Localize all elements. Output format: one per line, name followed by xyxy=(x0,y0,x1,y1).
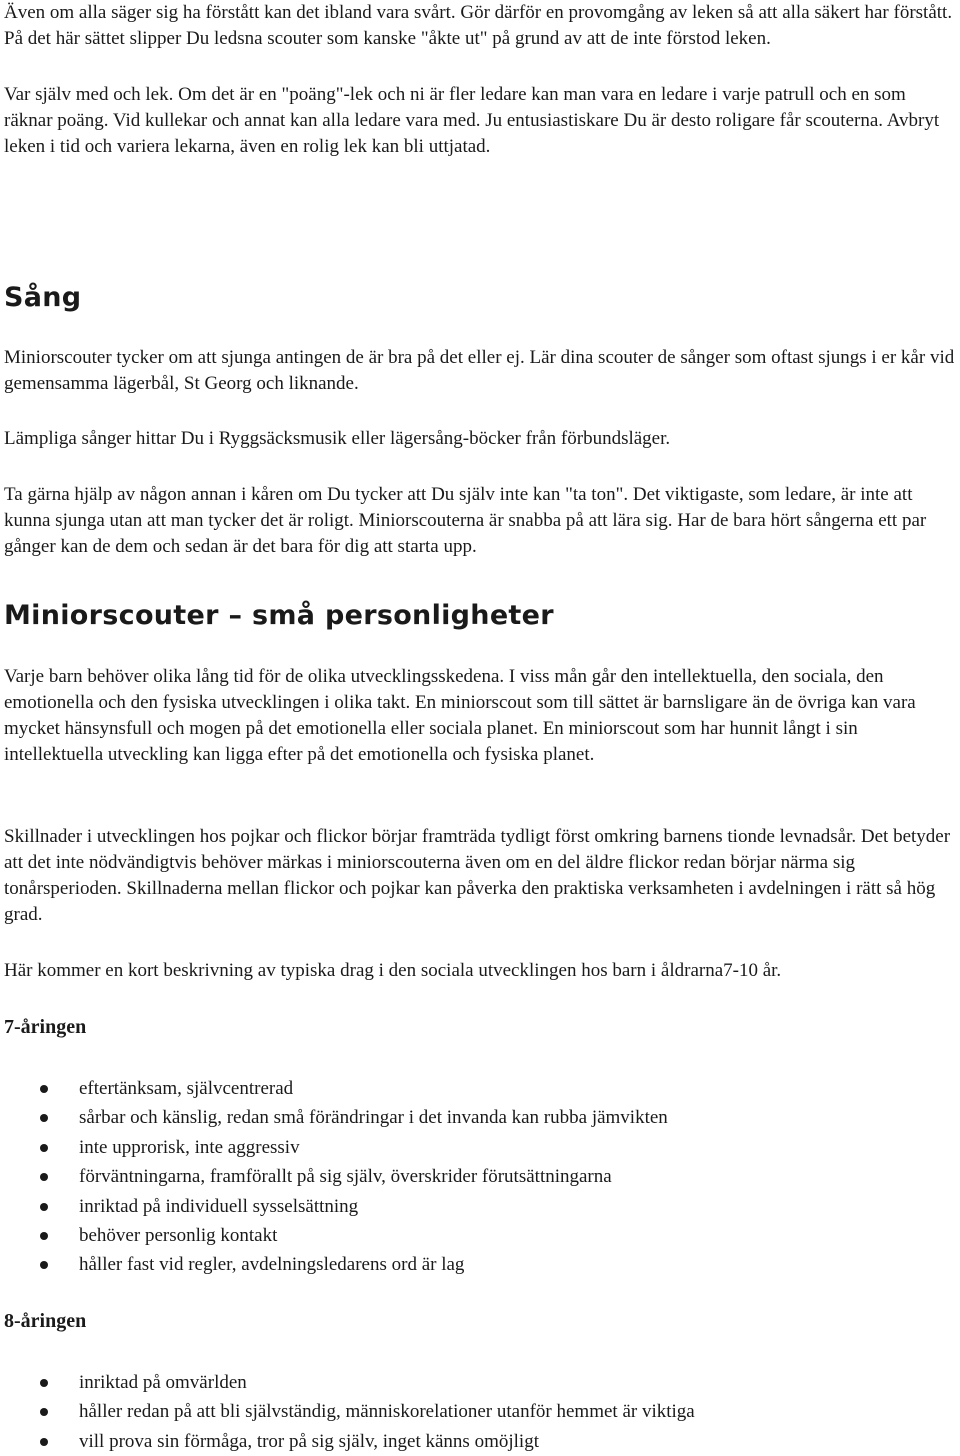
bullet-icon xyxy=(40,1438,48,1446)
list-item xyxy=(4,1192,956,1221)
bullet-icon xyxy=(40,1408,48,1416)
list-item xyxy=(4,1397,956,1426)
intro-paragraph-2: Var själv med och lek. Om det är en "poäng"-lek och ni är fler ledare kan man vara en ledare i varje patrull och en som räknar poäng. Vid kullekar och annat kan alla ledare vara med. Ju entusiastiskare Du är desto roligare får scouterna. Avbryt leken i tid och variera lekarna, även en rolig lek kan bli uttjatad. xyxy=(4,84,940,157)
sang-paragraph-1: Miniorscouter tycker om att sjunga antingen de är bra på det eller ej. Lär dina scouter de sånger som oftast sjungs i er kår vid gemensamma lägerbål, St Georg och liknande. xyxy=(4,347,955,394)
mini-paragraph-2: Skillnader i utvecklingen hos pojkar och flickor börjar framträda tydligt först omkring barnens tionde levnadsår. Det betyder att det inte nödvändigtvis behöver märkas i miniorscouterna även om en del äldre flickor redan börjar närma sig tonårsperioden. Skillnaderna mellan flickor och pojkar kan påverka den praktiska verksamheten i avdelningen i rätt så hög grad. xyxy=(4,826,951,925)
list-item-text: förväntningarna, framförallt på sig själv, överskrider förutsättningarna xyxy=(79,1166,612,1188)
sang-paragraph-3: Ta gärna hjälp av någon annan i kåren om Du tycker att Du själv inte kan "ta ton". Det viktigaste, som ledare, är inte att kunna sjunga utan att man tycker det är roligt. Miniorscouterna är snabba på att lära sig. Har de bara hört sångerna ett par gånger kan de dem och sedan är det bara för dig att starta upp. xyxy=(4,484,927,557)
bullet-icon xyxy=(40,1261,48,1269)
intro-paragraph-1: Även om alla säger sig ha förstått kan det ibland vara svårt. Gör därför en provomgång av leken så att alla säkert har förstått. På det här sättet slipper Du ledsna scouter som kanske "åkte ut" på grund av att de inte förstod leken. xyxy=(4,2,953,49)
subheading-8-aringen: 8-åringen xyxy=(4,1310,87,1332)
list-item xyxy=(4,1074,956,1103)
list-item-text: inriktad på individuell sysselsättning xyxy=(79,1195,359,1217)
trait-list-7 xyxy=(4,1074,956,1280)
list-item xyxy=(4,1250,956,1279)
section-heading-miniorscouter: Miniorscouter – små personligheter xyxy=(4,600,554,631)
mini-paragraph-1: Varje barn behöver olika lång tid för de olika utvecklingsskedena. I viss mån går den intellektuella, den sociala, den emotionella och den fysiska utvecklingen i olika takt. En miniorscout som till sättet är barnsligare än de övriga kan vara mycket hänsynsfull och mogen på det emotionella eller sociala planet. En miniorscout som har hunnit långt i sin intellektuella utveckling kan ligga efter på det emotionella och fysiska planet. xyxy=(4,666,916,765)
bullet-icon xyxy=(40,1144,48,1152)
list-item xyxy=(4,1368,956,1397)
list-item-text: håller fast vid regler, avdelningsledarens ord är lag xyxy=(79,1254,465,1276)
sang-paragraph-2: Lämpliga sånger hittar Du i Ryggsäcksmusik eller lägersång-böcker från förbundsläger. xyxy=(4,428,671,449)
trait-list-8 xyxy=(4,1368,956,1456)
list-item-text: behöver personlig kontakt xyxy=(79,1224,278,1246)
list-item-text: vill prova sin förmåga, tror på sig själv, inget känns omöjligt xyxy=(79,1430,539,1452)
section-heading-sang: Sång xyxy=(4,282,82,313)
list-item-text: eftertänksam, självcentrerad xyxy=(79,1078,294,1099)
list-item xyxy=(4,1133,956,1162)
subheading-7-aringen: 7-åringen xyxy=(4,1016,87,1038)
list-item xyxy=(4,1162,956,1191)
bullet-icon xyxy=(40,1203,48,1211)
mini-paragraph-3: Här kommer en kort beskrivning av typiska drag i den sociala utvecklingen hos barn i åldrarna7-10 år. xyxy=(4,960,782,981)
list-item-text: inte upprorisk, inte aggressiv xyxy=(79,1136,300,1158)
list-item xyxy=(4,1103,956,1132)
bullet-icon xyxy=(40,1232,48,1240)
bullet-icon xyxy=(40,1379,48,1387)
bullet-icon xyxy=(40,1173,48,1181)
list-item-text: håller redan på att bli självständig, människorelationer utanför hemmet är viktiga xyxy=(79,1401,695,1423)
bullet-icon xyxy=(40,1114,48,1122)
list-item-text: sårbar och känslig, redan små förändringar i det invanda kan rubba jämvikten xyxy=(79,1107,668,1129)
bullet-icon xyxy=(40,1085,48,1093)
list-item xyxy=(4,1427,956,1456)
list-item-text: inriktad på omvärlden xyxy=(79,1372,247,1393)
list-item xyxy=(4,1221,956,1250)
